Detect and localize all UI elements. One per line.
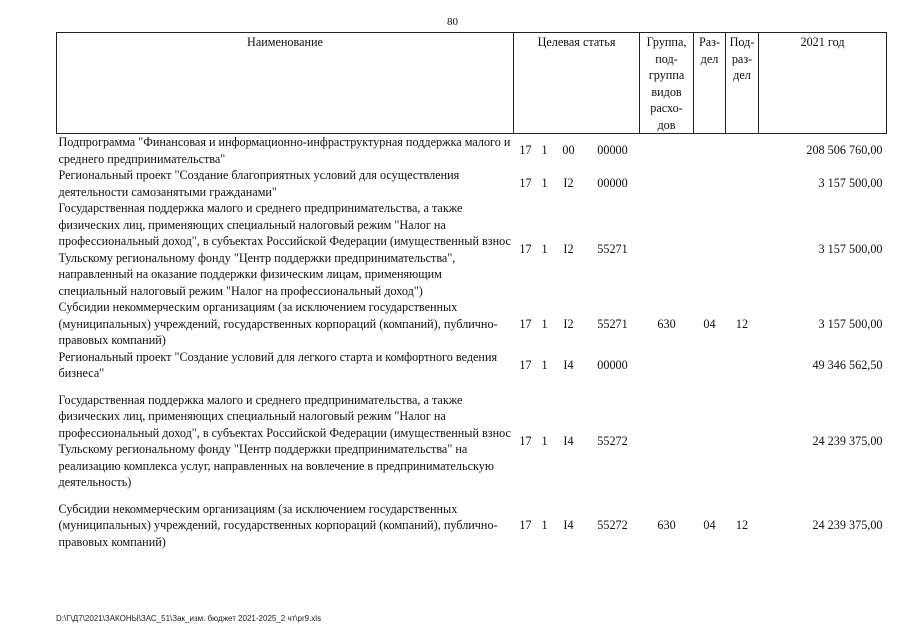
row-amount: 24 239 375,00 [812, 433, 883, 448]
row-spacer [57, 382, 887, 392]
row-code-3: I4 [563, 357, 574, 372]
row-section [694, 167, 726, 200]
row-code-1: 17 [519, 176, 532, 191]
row-code-4: 00000 [597, 143, 628, 158]
row-group [640, 200, 694, 299]
row-name: Субсидии некоммерческим организациям (за исключением государственных (муниципальных) учреждений, государственных корпораций (компаний), публично-правовых компаний) [58, 300, 498, 347]
row-code-3: I2 [563, 316, 574, 331]
row-code-2: 1 [541, 518, 548, 532]
row-group [640, 392, 694, 491]
row-subsection: 12 [735, 316, 749, 331]
row-group: 630 [657, 518, 676, 532]
row-code-2: 1 [541, 242, 548, 257]
row-code-1: 17 [519, 316, 532, 331]
row-code-1: 17 [519, 357, 532, 372]
table-row [57, 349, 887, 382]
row-name: Государственная поддержка малого и среднего предпринимательства, а также физических лиц, применяющих специальный налоговый режим "Налог на профессиональный доход", в субъектах Российской Федерации (имущественный взнос Тульскому региональному фонду "Центр поддержки предпринимательства", направленный на оказание поддержки физическим лицам, применяющим специальный налоговый режим "Налог на профессиональный доход") [58, 201, 511, 298]
row-name: Субсидии некоммерческим организациям (за исключением государственных (муниципальных) учреждений, государственных корпораций (компаний), публично-правовых компаний) [58, 501, 498, 549]
row-code-2: 1 [541, 176, 548, 191]
row-subsection [726, 200, 759, 299]
header-target-article: Целевая статья [514, 33, 640, 134]
row-name: Подпрограмма "Финансовая и информационно-инфраструктурная поддержка малого и среднего предпринимательства" [58, 135, 511, 166]
row-amount: 3 157 500,00 [818, 316, 883, 331]
table-row [57, 167, 887, 200]
header-group-text: Группа, под-группа видов расхо-дов [646, 35, 687, 132]
row-amount: 3 157 500,00 [818, 176, 883, 191]
table-row [57, 501, 887, 551]
row-subsection: 12 [735, 518, 749, 532]
row-name: Региональный проект "Создание благоприятных условий для осуществления деятельности самозанятыми гражданами" [58, 168, 460, 199]
row-code-4: 55272 [597, 518, 628, 532]
row-section [694, 349, 726, 382]
row-spacer [57, 491, 887, 501]
row-code-4: 55271 [597, 242, 628, 257]
row-code-4: 00000 [597, 176, 628, 191]
row-code-1: 17 [519, 433, 532, 448]
row-name: Региональный проект "Создание условий для легкого старта и комфортного ведения бизнеса" [58, 349, 498, 380]
row-code-4: 00000 [597, 357, 628, 372]
row-code-4: 55271 [597, 316, 628, 331]
header-name: Наименование [57, 33, 514, 134]
row-subsection [726, 134, 759, 168]
row-code-1: 17 [519, 143, 532, 158]
row-subsection [726, 167, 759, 200]
row-code-3: 00 [562, 143, 575, 158]
header-subsection: Под-раз-дел [726, 33, 759, 134]
row-group [640, 349, 694, 382]
page-number: 80 [447, 16, 458, 28]
row-code-1: 17 [519, 518, 532, 532]
row-group: 630 [657, 316, 676, 331]
row-section: 04 [703, 518, 716, 532]
row-section [694, 392, 726, 491]
row-code-3: I4 [563, 518, 574, 532]
row-subsection [726, 392, 759, 491]
header-year: 2021 год [759, 33, 887, 134]
row-code-2: 1 [541, 433, 548, 448]
row-code-2: 1 [541, 357, 548, 372]
footer-file-path: D:\Г\Д7\2021\ЗАКОНЫ\ЗАС_51\Зак_изм. бюджет 2021-2025_2 чт\pr9.xls [56, 614, 322, 623]
row-code-4: 55272 [597, 433, 628, 448]
row-code-3: I4 [563, 433, 574, 448]
row-section: 04 [703, 316, 716, 331]
row-amount: 3 157 500,00 [818, 242, 883, 257]
row-code-1: 17 [519, 242, 532, 257]
row-amount: 49 346 562,50 [812, 357, 883, 372]
row-amount: 208 506 760,00 [806, 143, 883, 158]
row-name: Государственная поддержка малого и среднего предпринимательства, а также физических лиц, применяющих специальный налоговый режим "Налог на профессиональный доход", в субъектах Российской Федерации (имущественный взнос Тульскому региональному фонду "Центр поддержки предпринимательства" на реализацию комплекса услуг, направленных на вовлечение в предпринимательскую деятельность) [58, 392, 511, 489]
table-row [57, 392, 887, 491]
row-code-2: 1 [541, 316, 548, 331]
table-row [57, 299, 887, 349]
table-row [57, 200, 887, 299]
row-code-3: I2 [563, 242, 574, 257]
row-subsection [726, 349, 759, 382]
header-section: Раз-дел [694, 33, 726, 134]
header-group [640, 33, 694, 134]
row-section [694, 200, 726, 299]
budget-table [56, 32, 887, 550]
row-code-3: I2 [563, 176, 574, 191]
row-code-2: 1 [541, 143, 548, 158]
row-amount: 24 239 375,00 [812, 518, 883, 532]
row-group [640, 167, 694, 200]
row-group [640, 134, 694, 168]
row-section [694, 134, 726, 168]
table-header-row [57, 33, 887, 134]
table-row [57, 134, 887, 168]
